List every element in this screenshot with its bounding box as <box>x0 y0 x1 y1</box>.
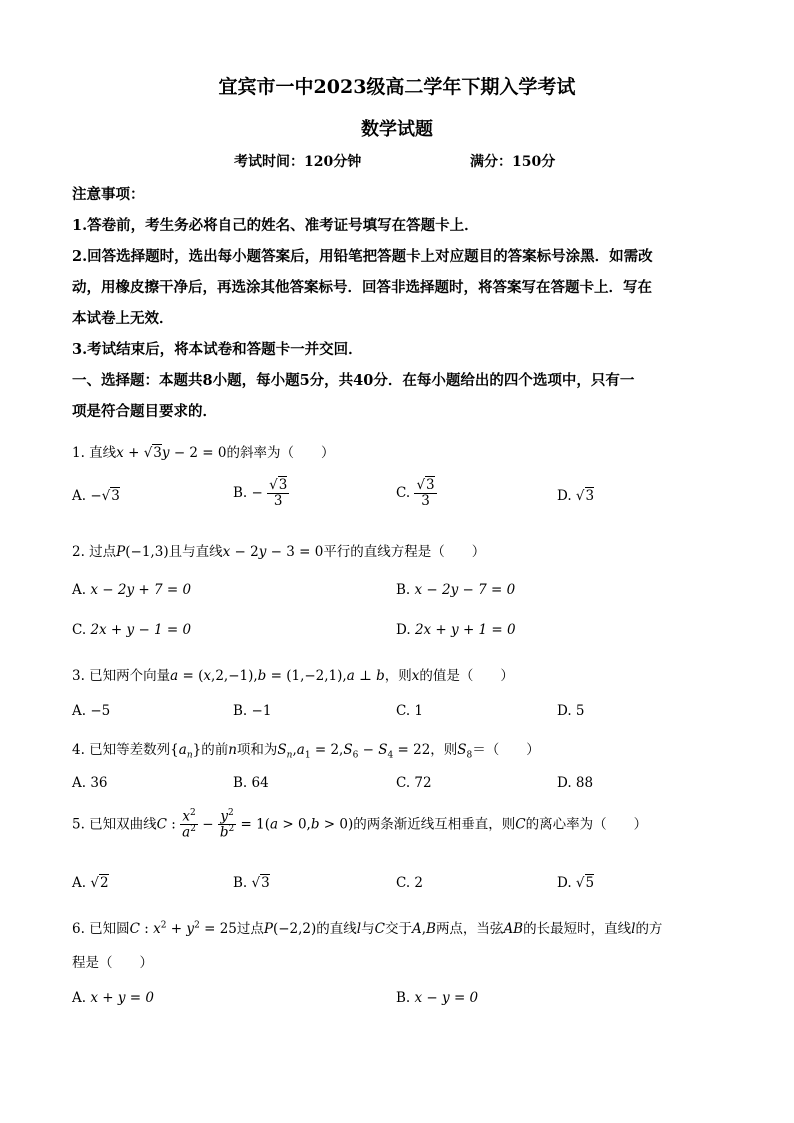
exam-score: 满分：150分 <box>470 154 556 170</box>
question-6-line-2: 程是（ ） <box>72 955 153 971</box>
q2-option-a[interactable]: A. x − 2y + 7 = 0 <box>72 582 192 598</box>
q1-option-d[interactable]: D. √3 <box>557 488 595 504</box>
q3-option-d[interactable]: D. 5 <box>557 703 585 719</box>
q6-option-b[interactable]: B. x − y = 0 <box>396 990 479 1006</box>
note-2-line-2: 动，用橡皮擦干净后，再选涂其他答案标号．回答非选择题时，将答案写在答题卡上．写在 <box>72 279 652 296</box>
q2-option-b[interactable]: B. x − 2y − 7 = 0 <box>396 582 516 598</box>
exam-title: 宜宾市一中2023级高二学年下期入学考试 <box>218 76 576 98</box>
q3-option-b[interactable]: B. −1 <box>233 703 272 719</box>
question-5: 5. 已知双曲线C : $\frac{x^2}{a^2}$ − $\frac{y^2}{b^2}$ = 1(a > 0,b > 0)的两条渐近线互相垂直，则C的离心率为（ ） <box>72 808 648 841</box>
note-3: 3.考试结束后，将本试卷和答题卡一并交回． <box>72 341 363 358</box>
q3-option-c[interactable]: C. 1 <box>396 703 424 719</box>
exam-time: 考试时间：120分钟 <box>234 154 362 170</box>
q5-option-d[interactable]: D. √5 <box>557 875 595 891</box>
exam-subtitle: 数学试题 <box>361 119 433 140</box>
q3-option-a[interactable]: A. −5 <box>72 703 111 719</box>
q4-option-a[interactable]: A. 36 <box>72 775 108 791</box>
section-1-line-2: 项是符合题目要求的． <box>72 403 217 420</box>
q4-option-b[interactable]: B. 64 <box>233 775 269 791</box>
q5-option-c[interactable]: C. 2 <box>396 875 424 891</box>
q2-option-c[interactable]: C. 2x + y − 1 = 0 <box>72 622 192 638</box>
q4-option-c[interactable]: C. 72 <box>396 775 432 791</box>
q1-option-a[interactable]: A. −√3 <box>72 488 120 504</box>
note-2-line-3: 本试卷上无效． <box>72 310 174 327</box>
notes-heading: 注意事项： <box>72 186 145 203</box>
q2-option-d[interactable]: D. 2x + y + 1 = 0 <box>396 622 516 638</box>
q1-option-c[interactable]: C. $\frac{√3}{3}$ <box>396 477 435 509</box>
q6-option-a[interactable]: A. x + y = 0 <box>72 990 154 1006</box>
question-1: 1. 直线x + √3y − 2 = 0的斜率为（ ） <box>72 445 335 461</box>
note-2-line-1: 2.回答选择题时，选出每小题答案后，用铅笔把答题卡上对应题目的答案标号涂黑．如需改 <box>72 248 653 265</box>
section-1-line-1: 一、选择题：本题共8小题，每小题5分，共40分．在每小题给出的四个选项中，只有一 <box>72 372 635 389</box>
q4-option-d[interactable]: D. 88 <box>557 775 594 791</box>
note-1: 1.答卷前，考生务必将自己的姓名、准考证号填写在答题卡上． <box>72 217 479 234</box>
question-6: 6. 已知圆C : $x^2 + y^2 = 25$过点P(−2,2)的直线l与C交于A,B两点，当弦AB的长最短时，直线l的方 <box>72 920 663 937</box>
q5-option-a[interactable]: A. √2 <box>72 875 109 891</box>
question-4: 4. 已知等差数列$\{a_n\}$的前n项和为$S_n,a_1 = 2,S_6 - S_4 = 22$，则$S_8=$（ ） <box>72 742 540 761</box>
q1-option-b[interactable]: B. − $\frac{√3}{3}$ <box>233 477 288 509</box>
question-2: 2. 过点P(−1,3)且与直线x − 2y − 3 = 0平行的直线方程是（ ） <box>72 544 486 560</box>
question-3: 3. 已知两个向量a = (x,2,−1),b = (1,−2,1),a ⊥ b，则x的值是（ ） <box>72 668 514 684</box>
q5-option-b[interactable]: B. √3 <box>233 875 270 891</box>
